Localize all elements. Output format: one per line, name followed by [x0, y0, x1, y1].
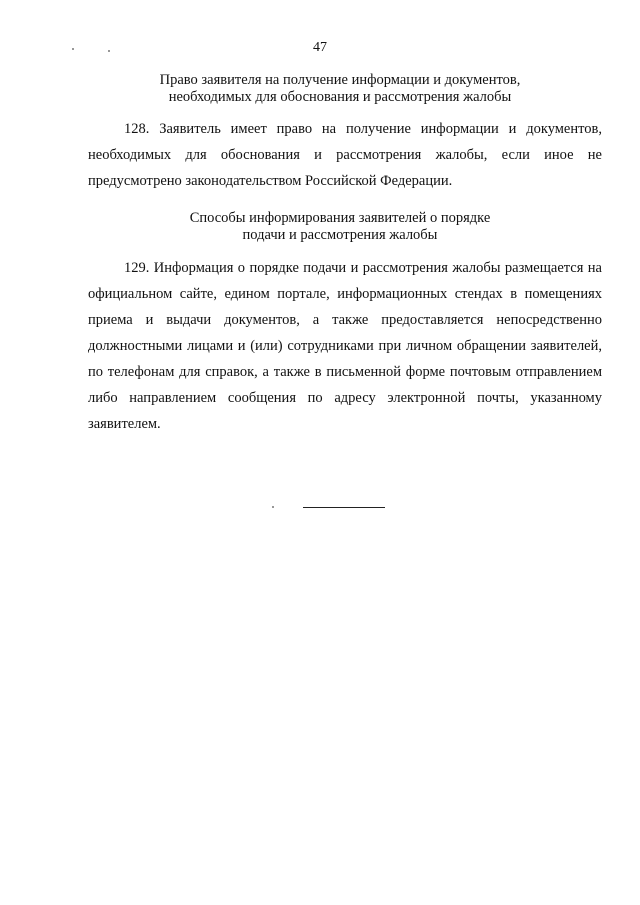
section-heading-line: подачи и рассмотрения жалобы: [242, 227, 438, 243]
paragraph-128: 128. Заявитель имеет право на получение информации и документов, необходимых для обоснования и рассмотрения жалобы, если иное не предусмотрено законодательством Российской Федерации.: [88, 121, 602, 189]
scan-speck: [272, 506, 274, 508]
section-heading-informing-methods: [80, 210, 600, 244]
section-heading-line: Способы информирования заявителей о порядке: [189, 210, 491, 226]
section-heading-line: Право заявителя на получение информации и документов,: [159, 72, 521, 88]
page-number: 47: [313, 40, 327, 55]
paragraph-129: 129. Информация о порядке подачи и рассмотрения жалобы размещается на официальном сайте, едином портале, информационных стендах в помещениях приема и выдачи документов, а также предоставляется непосредственно должностными лицами и (или) сотрудниками при личном обращении заявителей, по телефонам для справок, а также в письменной форме почтовым отправлением либо направлением сообщения по адресу электронной почты, указанному заявителем.: [88, 260, 602, 432]
scan-speck: [72, 48, 74, 50]
scan-speck: [108, 50, 110, 52]
end-of-text-rule: [303, 507, 385, 508]
section-heading-line: необходимых для обоснования и рассмотрения жалобы: [168, 89, 512, 105]
section-heading-applicant-rights: [80, 72, 600, 106]
